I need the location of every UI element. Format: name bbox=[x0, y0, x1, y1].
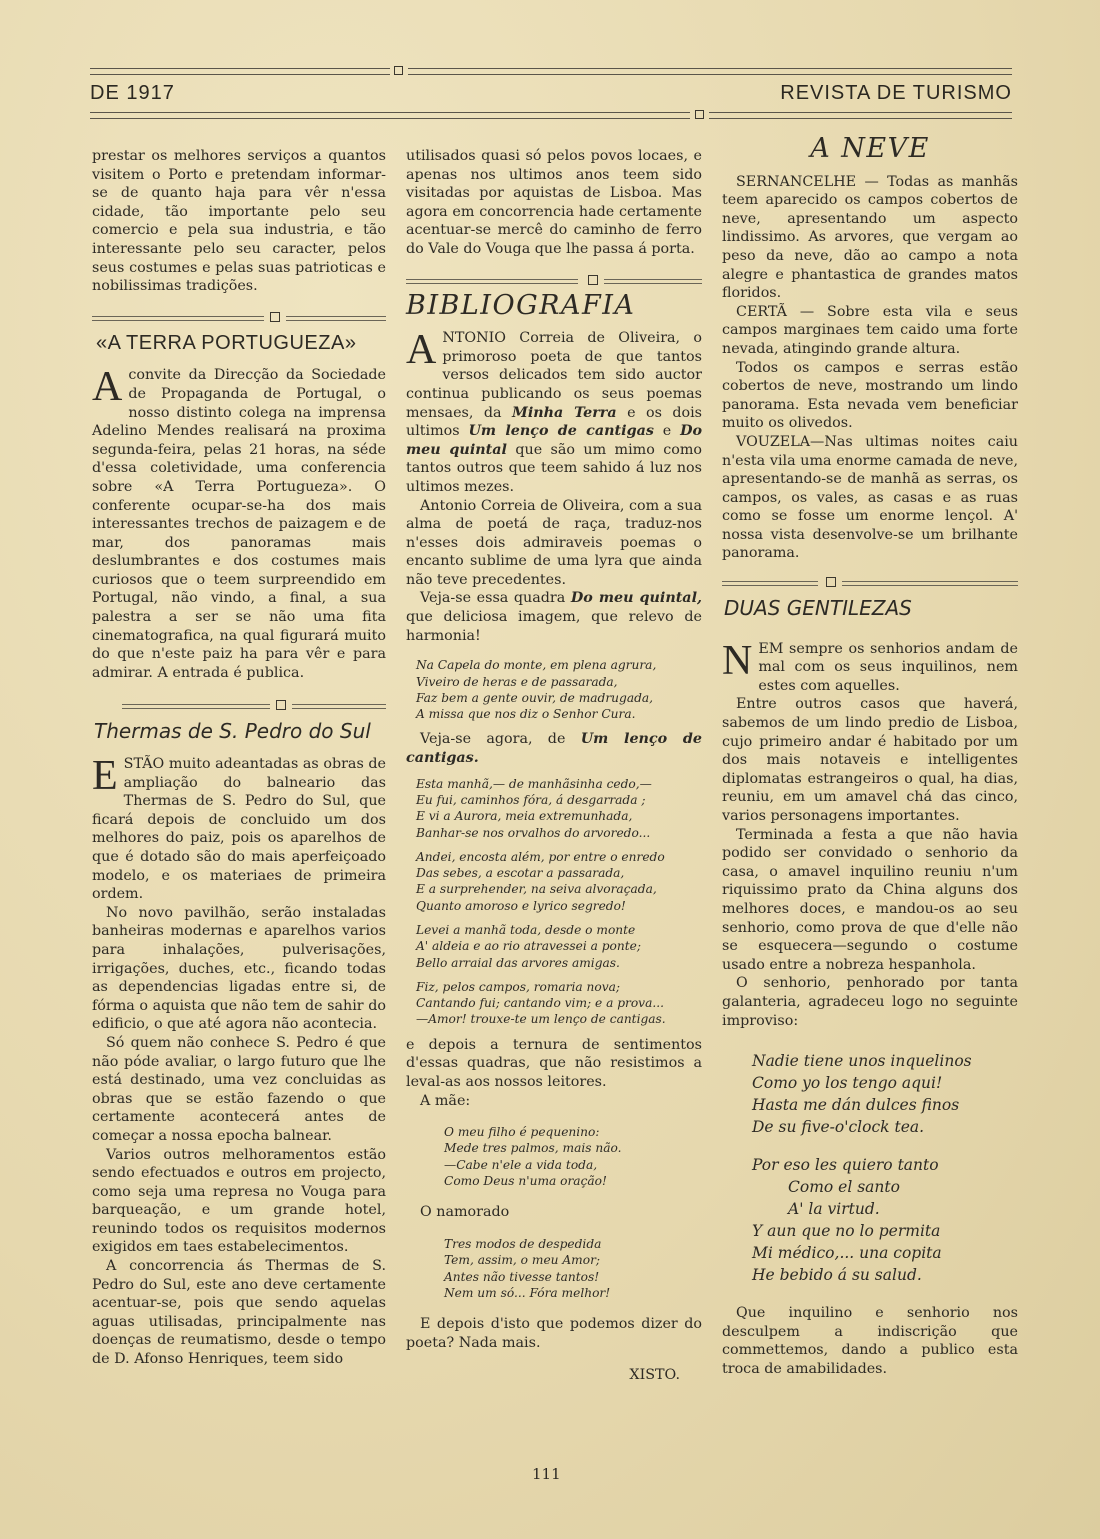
verse-soneto-2: Andei, encosta além, por entre o enredo Das sebes, a escotar a passarada, E a surprehender, na seiva alvoraçada, Quanto amoroso e lyrico segredo! bbox=[416, 849, 665, 913]
neve-body-1: SERNANCELHE — Todas as manhãs teem aparecido os campos cobertos de neve, apresentando um aspecto lindissimo. As arvores, que vergam ao peso da neve, dão ao campo a nota alegre e phantastica de grandes matos floridos. bbox=[722, 173, 1018, 302]
article-body-terra: Aconvite da Direcção da Sociedade de Propaganda de Portugal, o nosso distinto colega na imprensa Adelino Mendes realisará na proxima segunda-feira, pelas 21 horas, na séde d'essa coletividade, uma conferencia sobre «A Terra Portugueza». O conferente ocupar-se-ha dos mais interessantes trechos de paizagem e de mar, dos panoramas mais deslumbrantes e dos costumes mais curiosos que o teem surpreendido em Portugal, não vindo, a final, a sua palestra a ser se não uma fita cinematografica, na qual figurará muito do que n'este paiz ha para vêr e para admirar. A entrada é publica. bbox=[92, 364, 386, 681]
bibliografia-namorado-label: O namorado bbox=[420, 1204, 510, 1221]
bibliografia-body-5: e depois a ternura de sentimentos d'essas quadras, que não resistimos a leval-as aos nossos leitores. bbox=[406, 1036, 702, 1090]
square-ornament-icon bbox=[270, 312, 280, 322]
verse-soneto-4: Fiz, pelos campos, romaria nova; Cantando fui; cantando vim; e a prova... —Amor! trouxe-te um lenço de cantigas. bbox=[416, 979, 666, 1027]
duas-body-2: Entre outros casos que haverá, sabemos de um lindo predio de Lisboa, cujo primeiro andar é habitado por um dos mais notaveis e intelligentes diplomatas estrangeiros o qual, ha dias, reuniu, em um amavel chá das cinco, varios personagens importantes. bbox=[722, 696, 1018, 824]
square-ornament-icon bbox=[276, 700, 286, 710]
square-ornament-icon bbox=[394, 66, 403, 75]
article-continuation: prestar os melhores serviços a quantos visitem o Porto e pretendam informar-se de quanto haja para vêr n'essa cidade, tão importante pelo seu comercio e pela sua industria, e tão interessante pelo seu caracter, pelos seus costumes e pelas suas patrioticas e nobilissimas tradições. bbox=[92, 148, 386, 295]
article-title-thermas: Thermas de S. Pedro do Sul bbox=[94, 719, 371, 744]
section-divider bbox=[92, 312, 386, 324]
verse-quadra-1: Na Capela do monte, em plena agrura, Viveiro de heras e de passarada, Faz bem a gente ouvir, de madrugada, A missa que nos diz o Senhor Cura. bbox=[416, 658, 657, 722]
drop-cap: A bbox=[92, 364, 123, 411]
square-ornament-icon bbox=[826, 577, 836, 587]
article-body-thermas-4: Varios outros melhoramentos estão sendo efectuados e outros em projecto, como seja uma represa no Vouga para barqueação, e um grande hotel, reunindo todos os requisitos modernos exigidos em taes estabelecimentos. bbox=[92, 1146, 386, 1256]
header-rule-top-left bbox=[90, 68, 390, 75]
neve-body-4: VOUZELA—Nas ultimas noites caiu n'esta vila uma enorme camada de neve, apresentando-se de manhã as serras, os campos, os vales, as casas e as ruas como se fosse um enorme lençol. A' nossa vista desenvolve-se um brilhante panorama. bbox=[722, 433, 1018, 562]
header-rule-bottom-left bbox=[90, 112, 690, 119]
article-continuation: utilisados quasi só pelos povos locaes, e apenas nos ultimos anos teem sido visitadas por aquistas de Lisboa. Mas agora em concorrencia hade certamente acentuar-se mercê do caminho de ferro do Vale do Vouga que lhe passa á porta. bbox=[406, 148, 702, 257]
bibliografia-mae-label: A mãe: bbox=[420, 1092, 471, 1109]
verse-soneto-3: Levei a manhã toda, desde o monte A' aldeia e ao rio atravessei a ponte; Bello arraial das arvores amigas. bbox=[416, 923, 641, 970]
article-body-thermas-2: No novo pavilhão, serão instaladas banheiras modernas e aparelhos varios para inhalações, pulverisações, irrigações, duches, etc., ficando todas as dependencias ligadas entre si, de fórma o aquista que não tem de sahir do edificio, o que até agora não acontecia. bbox=[92, 904, 386, 1033]
author-signature: XISTO. bbox=[629, 1367, 680, 1384]
article-body-thermas-1: ESTÃO muito adeantadas as obras de ampliação do balneario das Thermas de S. Pedro do Sul, que ficará depois de concluido um dos melhores do paiz, pois os aparelhos de que é dotado são do mais aperfeiçoado modelo, e os materiaes de primeira ordem. bbox=[92, 753, 386, 903]
section-title-neve: A NEVE bbox=[810, 133, 930, 164]
verse-namorado: Tres modos de despedida Tem, assim, o meu Amor; Antes não tivesse tantos! Nem um só... Fóra melhor! bbox=[444, 1236, 611, 1300]
verse-mae: O meu filho é pequenino: Mede tres palmos, mais não. —Cabe n'ele a vida toda, Como Deus n'uma oração! bbox=[444, 1125, 622, 1189]
section-divider bbox=[722, 577, 1018, 589]
verse-improviso-2: Por eso les quiero tanto Como el santo A' la virtud. Y aun que no lo permita Mi médico,... una copita He bebido á su salud. bbox=[752, 1156, 942, 1285]
article-title-terra: «A TERRA PORTUGUEZA» bbox=[96, 331, 357, 354]
bibliografia-body-6: E depois d'isto que podemos dizer do poeta? Nada mais. bbox=[406, 1316, 702, 1351]
duas-body-4: O senhorio, penhorado por tanta galanteria, agradeceu logo no seguinte improviso: bbox=[722, 975, 1018, 1029]
page-number: 111 bbox=[532, 1465, 561, 1483]
column-1 bbox=[92, 147, 386, 1369]
square-ornament-icon bbox=[588, 275, 598, 285]
duas-body-3: Terminada a festa a que não havia podido ser convidado o senhorio da casa, o amavel inquilino reuniu n'um riquissimo prato da China alguns dos melhores doces, e mandou-os ao seu senhorio, como prova de que d'elle não se esquecera—segundo o costume usado entre a nobreza hespanhola. bbox=[722, 826, 1018, 973]
header-rule-top-right bbox=[408, 68, 1012, 75]
drop-cap: N bbox=[722, 637, 753, 684]
article-title-duas-gentilezas: DUAS GENTILEZAS bbox=[724, 596, 912, 621]
header-rule-bottom-right bbox=[709, 112, 1012, 119]
article-body-thermas-5: A concorrencia ás Thermas de S. Pedro do Sul, este ano deve certamente acentuar-se, pois que sendo aquelas aguas utilisadas, principalmente nas doenças de reumatismo, desde o tempo de D. Afonso Henriques, teem sido bbox=[92, 1258, 386, 1368]
column-3 bbox=[722, 133, 1018, 1379]
square-ornament-icon bbox=[695, 110, 704, 119]
section-divider bbox=[92, 700, 386, 712]
bibliografia-body-1: ANTONIO Correia de Oliveira, o primoroso poeta de que tantos versos delicados tem sido auctor continua publicando os seus poemas mensaes, da Minha Terra e os dois ultimos Um lenço de cantigas e Do meu quintal que são um mimo como tantos outros que teem sahido á luz nos ultimos mezes. bbox=[406, 327, 703, 495]
neve-body-2: CERTÃ — Sobre esta vila e seus campos marginaes tem caido uma forte nevada, atingindo grande altura. bbox=[722, 303, 1018, 357]
section-title-bibliografia: BIBLIOGRAFIA bbox=[406, 289, 636, 321]
neve-body-3: Todos os campos e serras estão cobertos de neve, mostrando um lindo panorama. Esta nevada vem beneficiar muito os olivedos. bbox=[722, 359, 1018, 432]
header-publication: REVISTA DE TURISMO bbox=[780, 82, 1012, 104]
bibliografia-body-3: Veja-se essa quadra Do meu quintal, que deliciosa imagem, que relevo de harmonia! bbox=[406, 590, 702, 644]
header-date: DE 1917 bbox=[90, 82, 175, 104]
verse-improviso-1: Nadie tiene unos inquelinos Como yo los tengo aqui! Hasta me dán dulces finos De su five-o'clock tea. bbox=[752, 1052, 972, 1137]
bibliografia-body-4: Veja-se agora, de Um lenço de cantigas. bbox=[406, 731, 702, 767]
drop-cap: A bbox=[406, 327, 437, 374]
column-2 bbox=[406, 147, 702, 1385]
drop-cap: E bbox=[92, 753, 118, 800]
verse-soneto-1: Esta manhã,— de manhãsinha cedo,— Eu fui, caminhos fóra, á desgarrada ; E vi a Aurora, meia extremunhada, Banhar-se nos orvalhos do arvoredo... bbox=[416, 776, 652, 840]
section-divider bbox=[406, 275, 702, 287]
duas-body-1: NEM sempre os senhorios andam de mal com os seus inquilinos, nem estes com aquelles. bbox=[722, 637, 1018, 694]
duas-body-5: Que inquilino e senhorio nos desculpem a indiscrição que commettemos, dando a publico esta troca de amabilidades. bbox=[722, 1305, 1018, 1377]
article-body-thermas-3: Só quem não conhece S. Pedro é que não póde avaliar, o largo futuro que lhe está destinado, uma vez concluidas as obras que se estão fazendo o que certamente acontecerá antes de começar a nossa epocha balnear. bbox=[92, 1034, 386, 1144]
bibliografia-body-2: Antonio Correia de Oliveira, com a sua alma de poetá de raça, traduz-nos n'esses dois admiraveis poemas o encanto sublime de uma lyra que ainda não teve precedentes. bbox=[406, 497, 702, 588]
